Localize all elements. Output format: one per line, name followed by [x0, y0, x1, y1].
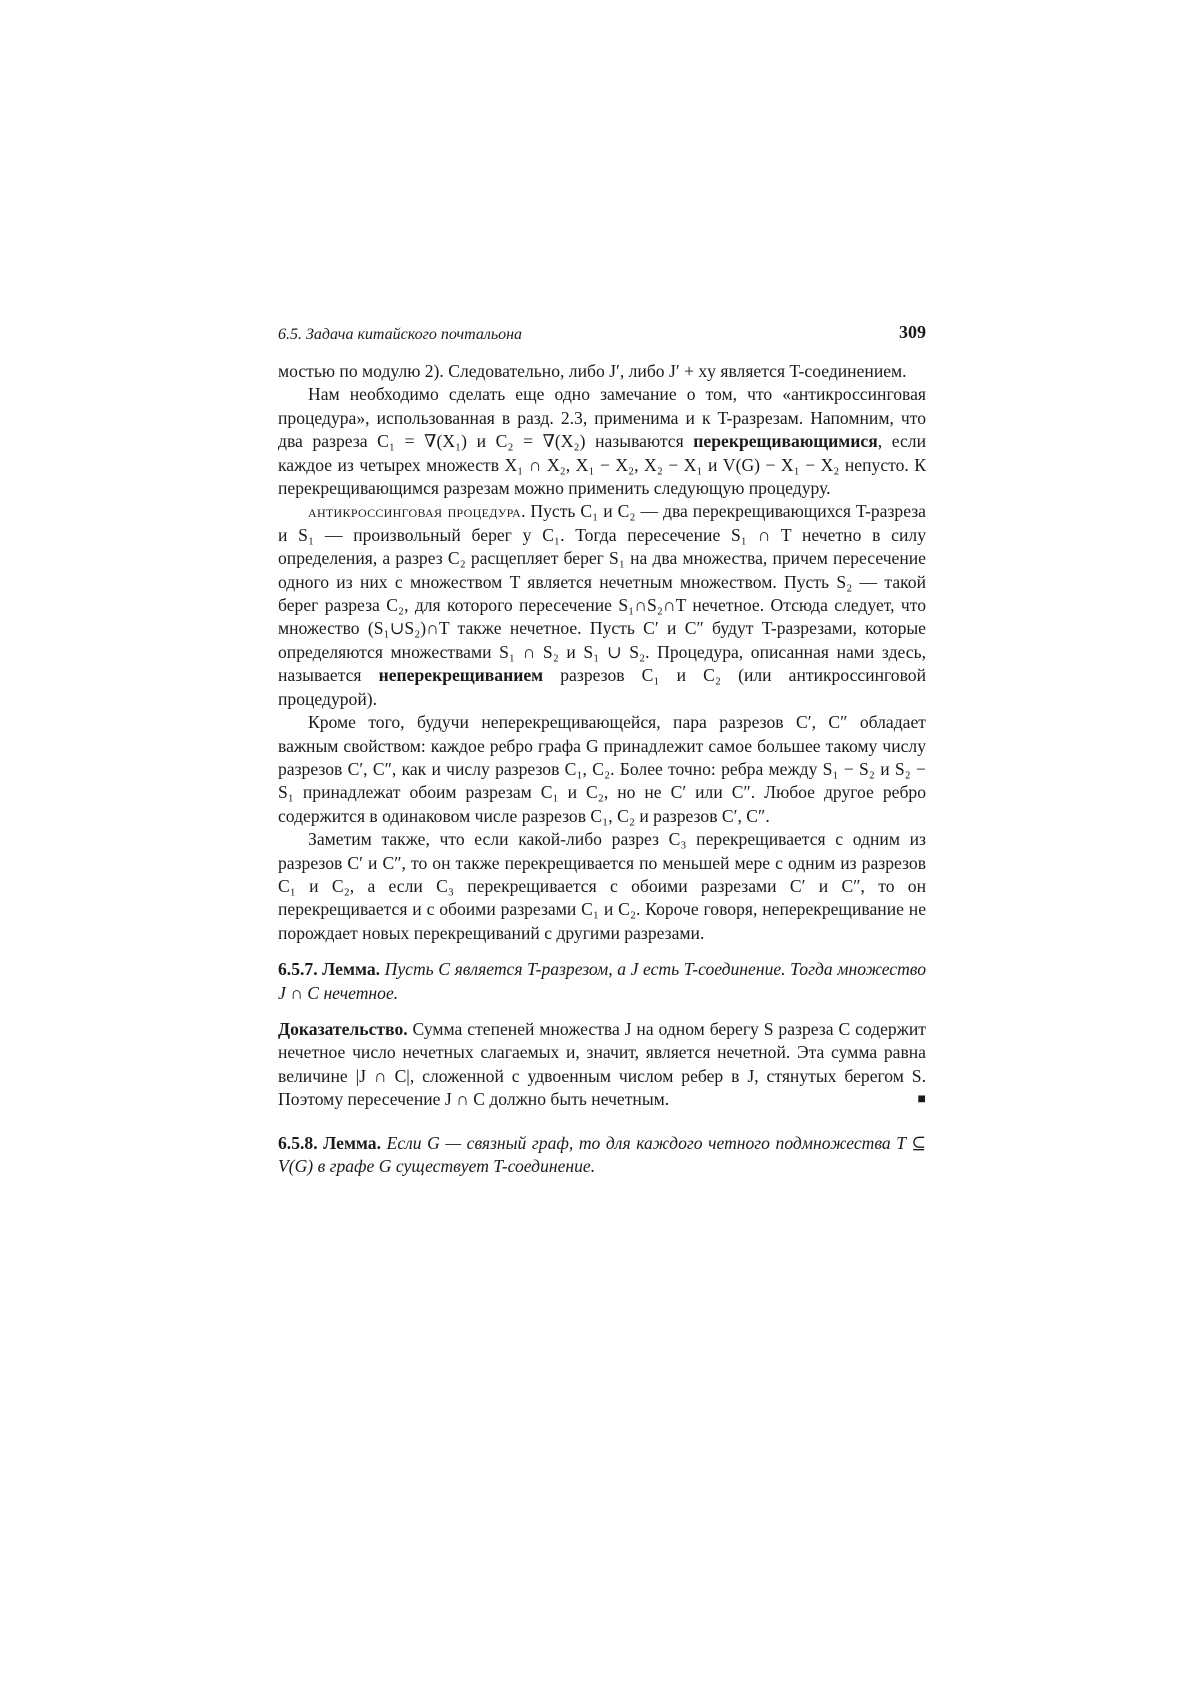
lemma-label: 6.5.8. Лемма. — [278, 1132, 381, 1153]
term-crossing: перекрещивающимися — [693, 431, 878, 452]
lemma-6-5-7 — [278, 958, 926, 1005]
paragraph-property: Кроме того, будучи неперекрещивающейся, пара разрезов C′, C″ обладает важным свойством: каждое ребро графа G принадлежит самое большее такому числу разрезов C′, C″, как и числу разрезов C₁, C₂. Более точно: ребра между S₁ − S₂ и S₂ − S₁ принадлежат обоим разрезам C₁ и C₂, но не C′ или C″. Любое другое ребро содержится в одинаковом числе разрезов C₁, C₂ и разрезов C′, C″. — [278, 712, 926, 826]
page-header — [278, 322, 926, 352]
lemma-label: 6.5.7. Лемма. — [278, 959, 381, 980]
lemma-6-5-8 — [278, 1132, 926, 1179]
paragraph-anticrossing-procedure — [278, 500, 926, 711]
running-title: 6.5. Задача китайского почтальона — [278, 326, 523, 343]
qed-square-icon: ■ — [917, 1092, 926, 1108]
procedure-heading: антикроссинговая процедура — [308, 501, 522, 522]
term-uncrossing: неперекрещиванием — [378, 665, 544, 686]
paragraph-continuation: мостью по модулю 2). Следовательно, либо J′, либо J′ + xy является T-соединением. — [278, 361, 907, 381]
paragraph-text: . Пусть C₁ и C₂ — два перекрещивающихся T-разреза и S₁ — произвольный берег у C₁. Тогда пересечение S₁ ∩ T нечетно в силу определения, а разрез C₂ расщепляет берег S₁ на два множества, причем пересечение одного из них с множеством T является нечетным множеством. Пусть S₂ — такой берег разреза C₂, для которого пересечение S₁∩S₂∩T нечетное. Отсюда следует, что множество (S₁∪S₂)∩T также нечетное. Пусть C′ и C″ будут T-разрезами, которые определяются множествами S₁ ∩ S₂ и S₁ ∪ S₂. Процедура, описанная нами здесь, называется — [278, 501, 926, 686]
page-number: 309 — [899, 322, 926, 342]
paragraph-remark: Заметим также, что если какой-либо разрез C₃ перекрещивается с одним из разрезов C′ и C″, то он также перекрещивается по меньшей мере с одним из разрезов C₁ и C₂, а если C₃ перекрещивается с обоими разрезами C′ и C″, то он перекрещивается и с обоими разрезами C₁ и C₂. Короче говоря, неперекрещивание не порождает новых перекрещиваний с другими разрезами. — [278, 829, 926, 943]
lemma-statement: Если G — связный граф, то для каждого четного подмножества T ⊆ V(G) в графе G существует T-соединение. — [278, 1132, 926, 1176]
proof-label: Доказательство. — [278, 1018, 408, 1039]
paragraph-text: Нам необходимо сделать еще одно замечание о том, что «антикроссинговая процедура», использованная в разд. 2.3, применима и к T-разрезам. Напомним, что два разреза C₁ = ∇(X₁) и C₂ = ∇(X₂) называются — [278, 384, 926, 452]
paragraph-text: разрезов C₁ и C₂ (или антикроссинговой процедурой). — [278, 665, 926, 709]
paragraph-anticrossing-intro — [278, 383, 926, 500]
lemma-statement: Пусть C является T-разрезом, а J есть T-соединение. Тогда множество J ∩ C нечетное. — [278, 959, 927, 1003]
book-page — [278, 322, 926, 1178]
paragraph-text: , если каждое из четырех множеств X₁ ∩ X₂, X₁ − X₂, X₂ − X₁ и V(G) − X₁ − X₂ непусто. К перекрещивающимся разрезам можно применить следующую процедуру. — [278, 431, 926, 499]
proof — [278, 1018, 926, 1112]
proof-text: Сумма степеней множества J на одном берегу S разреза C содержит нечетное число нечетных слагаемых и, значит, является нечетной. Эта сумма равна величине |J ∩ C|, сложенной с удвоенным числом ребер в J, стянутых берегом S. Поэтому пересечение J ∩ C должно быть нечетным. — [278, 1018, 926, 1110]
